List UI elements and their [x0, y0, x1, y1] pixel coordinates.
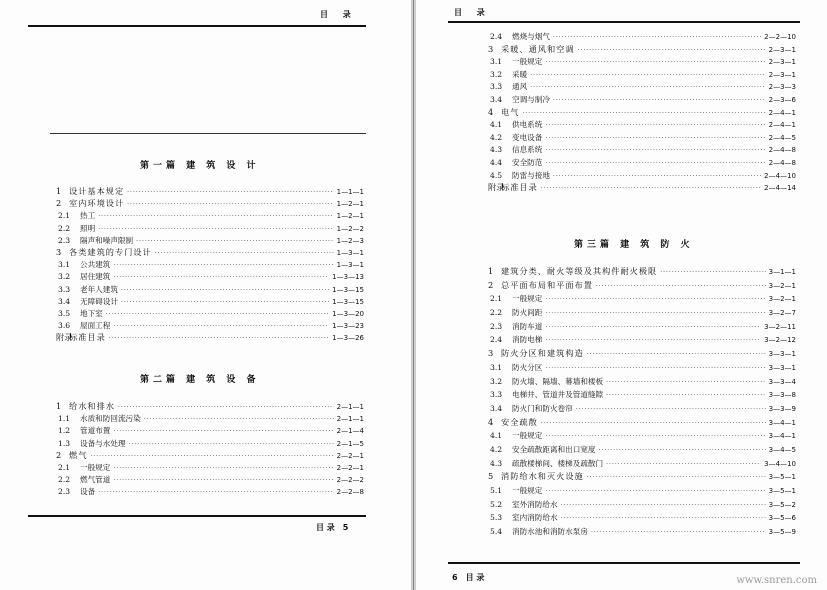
toc-entry — [52, 235, 364, 247]
toc-entry-page: 2—1—5 — [336, 439, 364, 448]
toc-entry — [484, 31, 796, 44]
toc-entry-title: 无障碍设计 — [80, 296, 118, 306]
toc-entry — [484, 403, 796, 417]
toc-entry — [52, 210, 364, 222]
toc-entry-number: 4.2 — [490, 132, 503, 142]
toc-entry-title: 各类建筑的专门设计 — [69, 246, 152, 257]
toc-entry-number: 附录 — [56, 332, 73, 343]
dot-leader — [596, 283, 766, 290]
toc-entry-number: 附录 — [488, 182, 505, 193]
dot-leader — [541, 420, 766, 427]
toc-entry-page: 2—4—5 — [768, 133, 796, 142]
toc-entry-number: 2.1 — [58, 462, 71, 472]
toc-entry — [52, 425, 364, 437]
dot-leader — [522, 110, 765, 117]
toc-entry-number: 4.4 — [490, 157, 503, 167]
toc-entry-title: 标准目录 — [69, 332, 106, 343]
toc-entry-number: 5.1 — [490, 486, 503, 495]
toc-entry-page: 1—3—1 — [336, 261, 364, 270]
toc-entry-number: 3.4 — [490, 94, 503, 104]
toc-entry-page: 3—5—1 — [768, 487, 796, 495]
toc-entry — [484, 321, 796, 335]
toc-entry-number: 1 — [56, 186, 62, 196]
toc-entry-page: 3—1—1 — [768, 268, 796, 276]
toc-entry-page: 2—2—2 — [336, 476, 364, 485]
toc-entry-page: 2—3—1 — [768, 58, 796, 67]
toc-entry-page: 2—1—1 — [336, 415, 364, 424]
toc-entry-number: 5.3 — [490, 513, 503, 523]
toc-entry — [484, 526, 796, 540]
toc-entry-title: 通风 — [512, 82, 528, 92]
dot-leader — [545, 160, 765, 167]
toc-entry-page: 2—4—1 — [768, 108, 796, 117]
part-title: 第三篇 建 筑 防 火 — [574, 240, 694, 250]
toc-entry-number: 2.3 — [58, 487, 71, 497]
toc-entry-title: 一般规定 — [512, 431, 543, 441]
toc-entry-page: 1—3—1 — [336, 248, 364, 257]
toc-entry-title: 采暖、通风和空调 — [501, 43, 575, 54]
toc-entry-number: 3.3 — [490, 390, 503, 400]
toc-entry — [52, 462, 364, 474]
toc-entry-title: 防火门和防火卷帘 — [512, 403, 573, 413]
toc-entry-title: 标准目录 — [501, 182, 538, 193]
toc-entry-page: 3—2—1 — [768, 295, 796, 304]
footer-rule — [28, 515, 366, 517]
toc-entry-number: 2.4 — [490, 335, 503, 345]
toc-entry-title: 消防水池和消防水泵房 — [512, 527, 588, 537]
dot-leader — [127, 189, 333, 196]
dot-leader — [136, 238, 333, 245]
dot-leader — [576, 406, 766, 413]
toc-entry-number: 1 — [488, 266, 494, 276]
toc-list — [484, 266, 796, 540]
toc-entry-title: 防雷与接地 — [512, 170, 550, 180]
toc-entry-title: 一般规定 — [512, 294, 543, 304]
toc-entry — [52, 320, 364, 332]
toc-entry-page: 2—4—14 — [764, 184, 796, 193]
toc-entry-page: 3—5—6 — [768, 514, 796, 523]
dot-leader — [113, 262, 333, 269]
toc-entry-title: 电梯井、管道井及管道缝隙 — [512, 390, 604, 400]
toc-entry-page: 3—4—1 — [768, 418, 796, 427]
toc-entry-title: 采暖 — [512, 69, 528, 79]
toc-entry — [484, 119, 796, 132]
toc-entry-title: 信息系统 — [512, 145, 543, 155]
toc-entry-page: 2—2—1 — [336, 451, 364, 460]
toc-entry — [52, 438, 364, 450]
dot-leader — [530, 84, 765, 91]
toc-entry-page: 3—4—5 — [768, 445, 796, 454]
toc-entry-number: 2.3 — [490, 321, 503, 331]
toc-entry — [484, 69, 796, 82]
toc-entry-page: 3—5—9 — [768, 528, 796, 537]
toc-entry-title: 防火墙、隔墙、幕墙和楼板 — [512, 376, 604, 386]
toc-entry-title: 室内环境设计 — [69, 198, 125, 209]
toc-entry — [484, 280, 796, 294]
dot-leader — [541, 185, 761, 192]
toc-entry-page: 1—2—2 — [336, 224, 364, 233]
toc-entry-title: 照明 — [80, 223, 96, 233]
page-number: 5 — [342, 523, 349, 532]
toc-entry-page: 1—3—23 — [332, 322, 364, 331]
toc-entry-number: 4.2 — [490, 444, 503, 454]
toc-entry-title: 一般规定 — [512, 486, 543, 495]
toc-entry — [484, 485, 796, 499]
dot-leader — [545, 488, 765, 495]
dot-leader — [113, 477, 333, 484]
toc-entry — [52, 259, 364, 271]
toc-entry-number: 5.4 — [490, 527, 503, 537]
dot-leader — [545, 59, 765, 66]
dot-leader — [545, 433, 765, 440]
toc-entry-page: 3—5—1 — [768, 473, 796, 482]
dot-leader — [113, 323, 329, 330]
toc-entry — [484, 293, 796, 307]
toc-entry — [52, 223, 364, 235]
toc-entry-number: 5 — [488, 471, 494, 482]
toc-entry — [52, 413, 364, 425]
watermark: www.snren.com — [736, 575, 817, 586]
toc-list — [484, 31, 796, 195]
toc-entry-page: 3—4—10 — [764, 459, 796, 468]
section-rule — [50, 133, 366, 134]
toc-entry-number: 2.2 — [58, 223, 71, 233]
toc-entry-number: 4.1 — [490, 431, 503, 441]
dot-leader — [545, 135, 765, 142]
dot-leader — [545, 324, 761, 331]
toc-entry-number: 5.2 — [490, 499, 503, 509]
toc-entry-page: 1—2—1 — [336, 212, 364, 221]
dot-leader — [591, 529, 766, 536]
toc-entry-title: 总平面布局和平面布置 — [501, 279, 593, 290]
toc-entry-number: 4 — [488, 106, 494, 117]
toc-entry-number: 3.1 — [58, 260, 71, 270]
toc-entry — [484, 170, 796, 183]
toc-entry-title: 安全防范 — [512, 157, 543, 167]
toc-entry-page: 1—1—1 — [336, 188, 364, 196]
toc-list — [52, 186, 364, 344]
toc-entry-number: 3.5 — [58, 308, 71, 318]
toc-entry — [484, 389, 796, 403]
toc-entry — [484, 44, 796, 57]
toc-entry-page: 3—2—7 — [768, 309, 796, 318]
toc-list — [52, 401, 364, 499]
toc-entry-page: 3—2—12 — [764, 336, 796, 345]
dot-leader — [98, 213, 333, 220]
right-page — [416, 0, 827, 590]
toc-entry-title: 疏散楼梯间、楼梯及疏散门 — [512, 458, 604, 468]
toc-entry — [52, 450, 364, 462]
toc-entry — [52, 198, 364, 210]
dot-leader — [144, 416, 334, 423]
toc-entry-number: 2 — [488, 279, 494, 290]
toc-entry — [484, 56, 796, 69]
toc-entry-page: 1—3—15 — [332, 285, 364, 294]
toc-entry-number: 4.3 — [490, 145, 503, 155]
toc-entry-page: 1—3—20 — [332, 309, 364, 318]
toc-entry-number: 3.3 — [58, 284, 71, 294]
dot-leader — [121, 299, 329, 306]
toc-entry-number: 2.2 — [58, 475, 71, 485]
toc-entry-page: 1—3—26 — [332, 334, 364, 343]
toc-entry-title: 防火分区 — [512, 362, 543, 372]
toc-entry-number: 3.6 — [58, 321, 71, 331]
dot-leader — [660, 269, 765, 276]
toc-entry — [484, 376, 796, 390]
toc-entry-page: 3—2—1 — [768, 281, 796, 290]
toc-entry-page: 2—4—8 — [768, 146, 796, 155]
dot-leader — [606, 461, 761, 468]
toc-entry-page: 2—1—4 — [336, 427, 364, 436]
toc-entry-title: 安全疏散 — [501, 416, 538, 427]
toc-entry-page: 1—3—15 — [332, 297, 364, 306]
running-footer — [316, 522, 356, 533]
toc-entry-page: 3—3—1 — [768, 350, 796, 359]
toc-entry-number: 1 — [56, 401, 62, 411]
toc-entry-number: 3.4 — [490, 403, 503, 413]
toc-entry-page: 3—3—8 — [768, 391, 796, 400]
toc-entry-number: 2.1 — [490, 294, 503, 304]
toc-entry — [484, 266, 796, 280]
toc-entry-number: 3.1 — [490, 362, 503, 372]
dot-leader — [545, 337, 761, 344]
toc-entry — [52, 186, 364, 198]
toc-entry-title: 室内消防给水 — [512, 513, 558, 523]
toc-entry-page: 2—2—10 — [764, 33, 796, 41]
toc-entry-number: 2.2 — [490, 308, 503, 318]
toc-entry-number: 1.2 — [58, 426, 71, 436]
toc-entry-page: 2—1—1 — [336, 403, 364, 411]
toc-entry-title: 老年人建筑 — [80, 284, 118, 294]
toc-entry — [484, 132, 796, 145]
toc-entry-page: 3—3—1 — [768, 363, 796, 372]
toc-entry — [484, 362, 796, 376]
dot-leader — [98, 226, 333, 233]
toc-entry-number: 4 — [488, 416, 494, 427]
gutter-line — [413, 0, 414, 590]
toc-entry-title: 建筑分类、耐火等级及其构件耐火极限 — [501, 266, 658, 276]
toc-entry-number: 3.4 — [58, 296, 71, 306]
dot-leader — [545, 310, 765, 317]
toc-entry-title: 消防车道 — [512, 321, 543, 331]
toc-entry — [52, 308, 364, 320]
toc-entry-number: 3.3 — [490, 82, 503, 92]
toc-entry-title: 给水和排水 — [69, 401, 115, 411]
toc-entry-number: 4.1 — [490, 120, 503, 130]
toc-entry-title: 管道布置 — [80, 426, 111, 436]
toc-entry — [484, 417, 796, 431]
toc-entry-number: 3.2 — [58, 272, 71, 282]
footer-label: 目 录 — [465, 573, 485, 582]
dot-leader — [155, 250, 334, 257]
dot-leader — [90, 453, 333, 460]
toc-entry-title: 地下室 — [80, 308, 103, 318]
dot-leader — [578, 47, 766, 54]
toc-entry-page: 2—3—1 — [768, 70, 796, 79]
dot-leader — [545, 296, 765, 303]
toc-entry-title: 消防给水和灭火设施 — [501, 471, 584, 482]
toc-entry-number: 3.1 — [490, 57, 503, 67]
toc-entry-number: 4.5 — [490, 170, 503, 180]
toc-entry-page: 2—4—1 — [768, 121, 796, 130]
footer-label: 目 录 — [316, 523, 335, 532]
toc-entry-page: 3—3—9 — [768, 404, 796, 413]
toc-entry-page: 2—3—6 — [768, 95, 796, 104]
toc-entry-number: 2 — [56, 198, 62, 209]
toc-entry-page: 2—2—8 — [336, 488, 364, 497]
toc-entry — [484, 334, 796, 348]
dot-leader — [545, 365, 765, 372]
running-footer — [452, 572, 492, 583]
toc-entry-title: 设备与水处理 — [80, 438, 126, 448]
toc-entry — [484, 444, 796, 458]
toc-entry-number: 3 — [56, 246, 62, 257]
toc-entry — [52, 332, 364, 344]
toc-entry — [52, 474, 364, 486]
toc-entry — [52, 401, 364, 413]
toc-entry-number: 1.3 — [58, 438, 71, 448]
toc-entry-page: 1—2—1 — [336, 200, 364, 209]
toc-entry-number: 3.2 — [490, 376, 503, 386]
toc-entry-page: 3—4—1 — [768, 432, 796, 441]
dot-leader — [545, 147, 765, 154]
toc-entry-number: 4.3 — [490, 458, 503, 468]
toc-entry-title: 设备 — [80, 487, 96, 497]
dot-leader — [106, 311, 329, 318]
dot-leader — [121, 287, 329, 294]
toc-entry-title: 居住建筑 — [80, 272, 111, 282]
toc-entry-page: 2—4—8 — [768, 158, 796, 167]
toc-entry-page: 2—3—1 — [768, 45, 796, 54]
toc-entry-page: 3—3—4 — [768, 377, 796, 386]
part-title: 第一篇 建 筑 设 计 — [140, 161, 260, 171]
toc-entry-page: 1—2—3 — [336, 236, 364, 245]
toc-entry-title: 设计基本规定 — [69, 186, 125, 196]
toc-entry — [484, 471, 796, 485]
toc-entry-title: 隔声和噪声限制 — [80, 235, 134, 245]
toc-entry-title: 消防电梯 — [512, 335, 543, 345]
toc-entry — [484, 94, 796, 107]
toc-entry-page: 1—3—13 — [332, 273, 364, 282]
dot-leader — [109, 335, 329, 342]
toc-entry — [484, 512, 796, 526]
running-header: 目 录 — [454, 8, 491, 17]
toc-entry-title: 水质和防回流污染 — [80, 414, 141, 424]
toc-entry — [484, 458, 796, 472]
toc-entry — [52, 247, 364, 259]
toc-entry — [484, 157, 796, 170]
toc-entry — [484, 307, 796, 321]
toc-entry-page: 2—4—10 — [764, 171, 796, 180]
toc-entry — [484, 81, 796, 94]
toc-entry-number: 3.2 — [490, 69, 503, 79]
toc-entry-page: 3—5—2 — [768, 500, 796, 509]
toc-entry-number: 3 — [488, 348, 494, 359]
toc-entry-number: 2.3 — [58, 235, 71, 245]
toc-entry-title: 燃气管道 — [80, 475, 111, 485]
toc-entry — [484, 182, 796, 195]
dot-leader — [553, 34, 761, 41]
dot-leader — [561, 502, 766, 509]
toc-entry-page: 2—3—3 — [768, 83, 796, 92]
toc-entry-title: 燃气 — [69, 449, 88, 460]
toc-entry — [484, 499, 796, 513]
dot-leader — [545, 122, 765, 129]
toc-entry — [52, 284, 364, 296]
dot-leader — [553, 97, 766, 104]
toc-entry — [52, 486, 364, 498]
toc-entry — [52, 296, 364, 308]
toc-entry-title: 热工 — [80, 211, 96, 221]
dot-leader — [553, 173, 761, 180]
toc-entry-page: 3—2—11 — [764, 322, 796, 331]
footer-rule — [448, 562, 800, 564]
toc-entry-title: 屋面工程 — [80, 321, 111, 331]
dot-leader — [606, 379, 766, 386]
toc-entry-title: 电气 — [501, 106, 520, 117]
toc-entry-title: 一般规定 — [512, 57, 543, 67]
toc-entry-number: 3 — [488, 43, 494, 54]
toc-entry — [484, 430, 796, 444]
dot-leader — [113, 465, 333, 472]
running-header: 目 录 — [320, 10, 357, 19]
dot-leader — [606, 392, 766, 399]
dot-leader — [599, 447, 766, 454]
dot-leader — [129, 441, 334, 448]
dot-leader — [113, 428, 333, 435]
dot-leader — [587, 351, 766, 358]
header-rule — [448, 21, 800, 23]
part-title: 第二篇 建 筑 设 备 — [140, 375, 260, 385]
toc-entry-title: 供电系统 — [512, 120, 543, 130]
toc-entry-title: 一般规定 — [80, 462, 111, 472]
toc-entry-title: 空调与制冷 — [512, 94, 550, 104]
dot-leader — [587, 474, 766, 481]
dot-leader — [127, 201, 333, 208]
toc-entry-title: 安全疏散距离和出口宽度 — [512, 444, 596, 454]
toc-entry-number: 2 — [56, 449, 62, 460]
dot-leader — [113, 274, 329, 281]
toc-entry — [484, 348, 796, 362]
toc-entry-number: 2.4 — [490, 32, 503, 41]
toc-entry-title: 燃烧与烟气 — [512, 32, 550, 41]
toc-entry-title: 防火间距 — [512, 308, 543, 318]
toc-entry-number: 2.1 — [58, 211, 71, 221]
toc-entry — [484, 107, 796, 120]
toc-entry-page: 2—2—1 — [336, 463, 364, 472]
left-page — [0, 0, 411, 590]
header-rule — [28, 25, 366, 27]
dot-leader — [98, 489, 333, 496]
toc-entry — [52, 271, 364, 283]
toc-entry-number: 1.1 — [58, 414, 71, 424]
dot-leader — [118, 404, 334, 411]
toc-entry-title: 室外消防给水 — [512, 499, 558, 509]
page-number: 6 — [452, 573, 458, 582]
toc-entry-title: 防火分区和建筑构造 — [501, 348, 584, 359]
toc-entry-title: 变电设备 — [512, 132, 543, 142]
dot-leader — [561, 515, 766, 522]
dot-leader — [530, 72, 765, 79]
toc-entry — [484, 144, 796, 157]
toc-entry-title: 公共建筑 — [80, 260, 111, 270]
